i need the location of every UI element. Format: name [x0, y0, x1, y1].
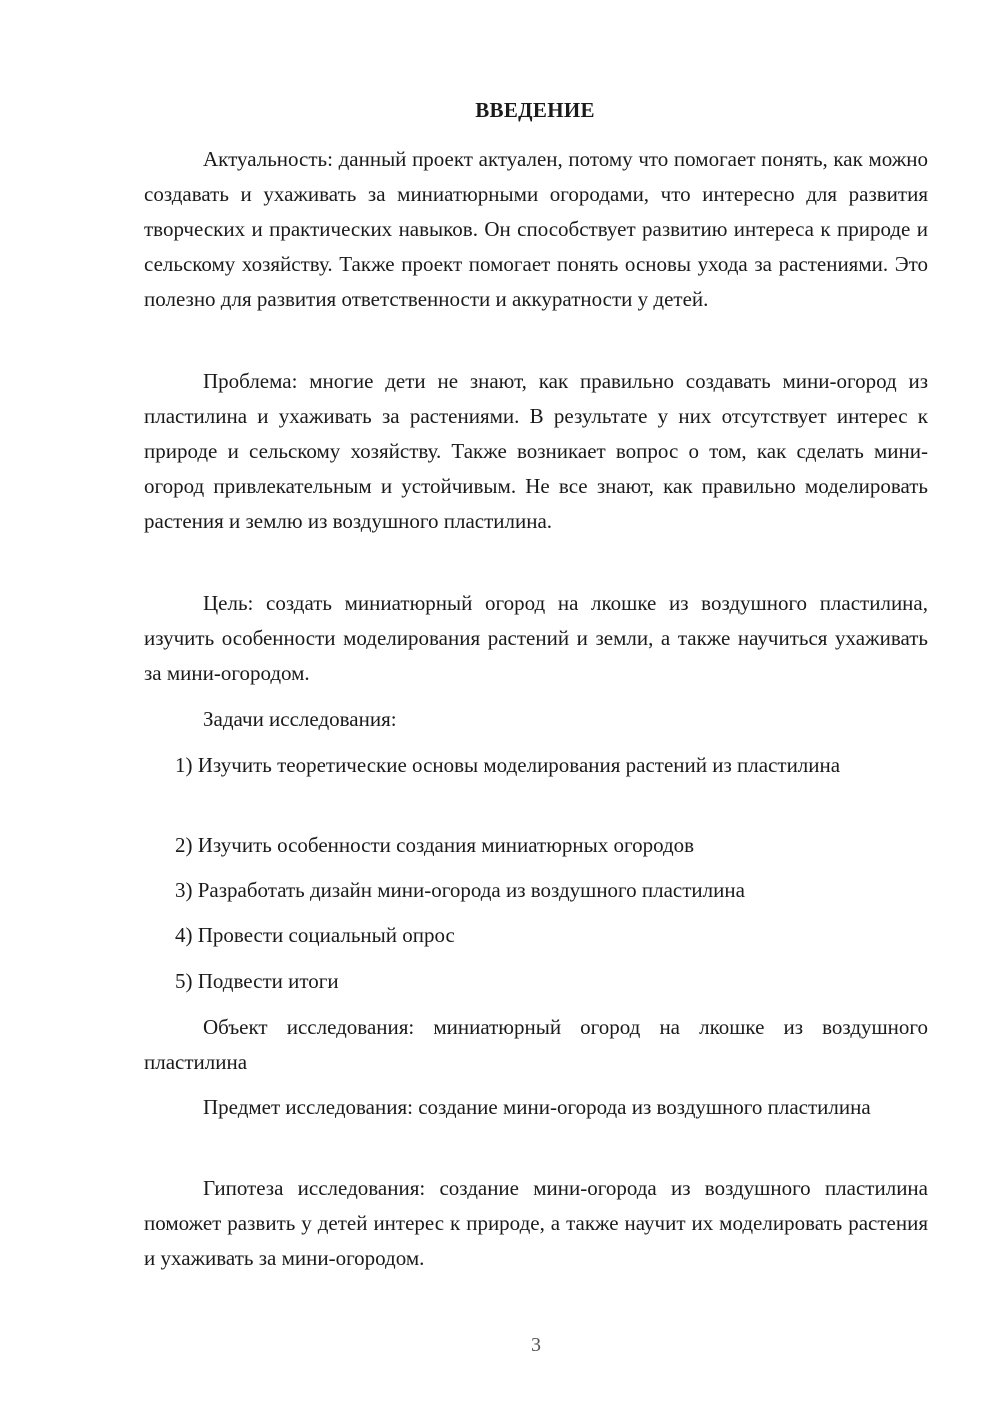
paragraph-subject: Предмет исследования: создание мини-огорода из воздушного пластилина: [203, 1095, 871, 1119]
page-title: ВВЕДЕНИЕ: [475, 98, 595, 122]
task-item-2: 2) Изучить особенности создания миниатюрных огородов: [175, 833, 695, 857]
paragraph-relevance: Актуальность: данный проект актуален, потому что помогает понять, как можно создавать и ухаживать за миниатюрными огородами, что интересно для развития творческих и практических навыков. Он способствует развитию интереса к природе и сельскому хозяйству. Также проект помогает понять основы ухода за растениями. Это полезно для развития ответственности и аккуратности у детей.: [144, 147, 928, 311]
task-item-5: 5) Подвести итоги: [175, 969, 339, 993]
paragraph-goal: Цель: создать миниатюрный огород на лкошке из воздушного пластилина, изучить особенности моделирования растений и земли, а также научиться ухаживать за мини-огородом.: [144, 591, 928, 685]
page-number: 3: [531, 1334, 541, 1356]
paragraph-object: Объект исследования: миниатюрный огород на лкошке из воздушного пластилина: [144, 1015, 928, 1074]
task-item-3: 3) Разработать дизайн мини-огорода из воздушного пластилина: [175, 878, 745, 902]
paragraph-problem: Проблема: многие дети не знают, как правильно создавать мини-огород из пластилина и ухаживать за растениями. В результате у них отсутствует интерес к природе и сельскому хозяйству. Также возникает вопрос о том, как сделать мини-огород привлекательным и устойчивым. Не все знают, как правильно моделировать растения и землю из воздушного пластилина.: [144, 369, 928, 533]
paragraph-hypothesis: Гипотеза исследования: создание мини-огорода из воздушного пластилина поможет развить у детей интерес к природе, а также научит их моделировать растения и ухаживать за мини-огородом.: [144, 1176, 928, 1270]
task-item-1: 1) Изучить теоретические основы моделирования растений из пластилина: [175, 753, 841, 777]
tasks-heading: Задачи исследования:: [203, 707, 397, 731]
task-item-4: 4) Провести социальный опрос: [175, 923, 455, 947]
